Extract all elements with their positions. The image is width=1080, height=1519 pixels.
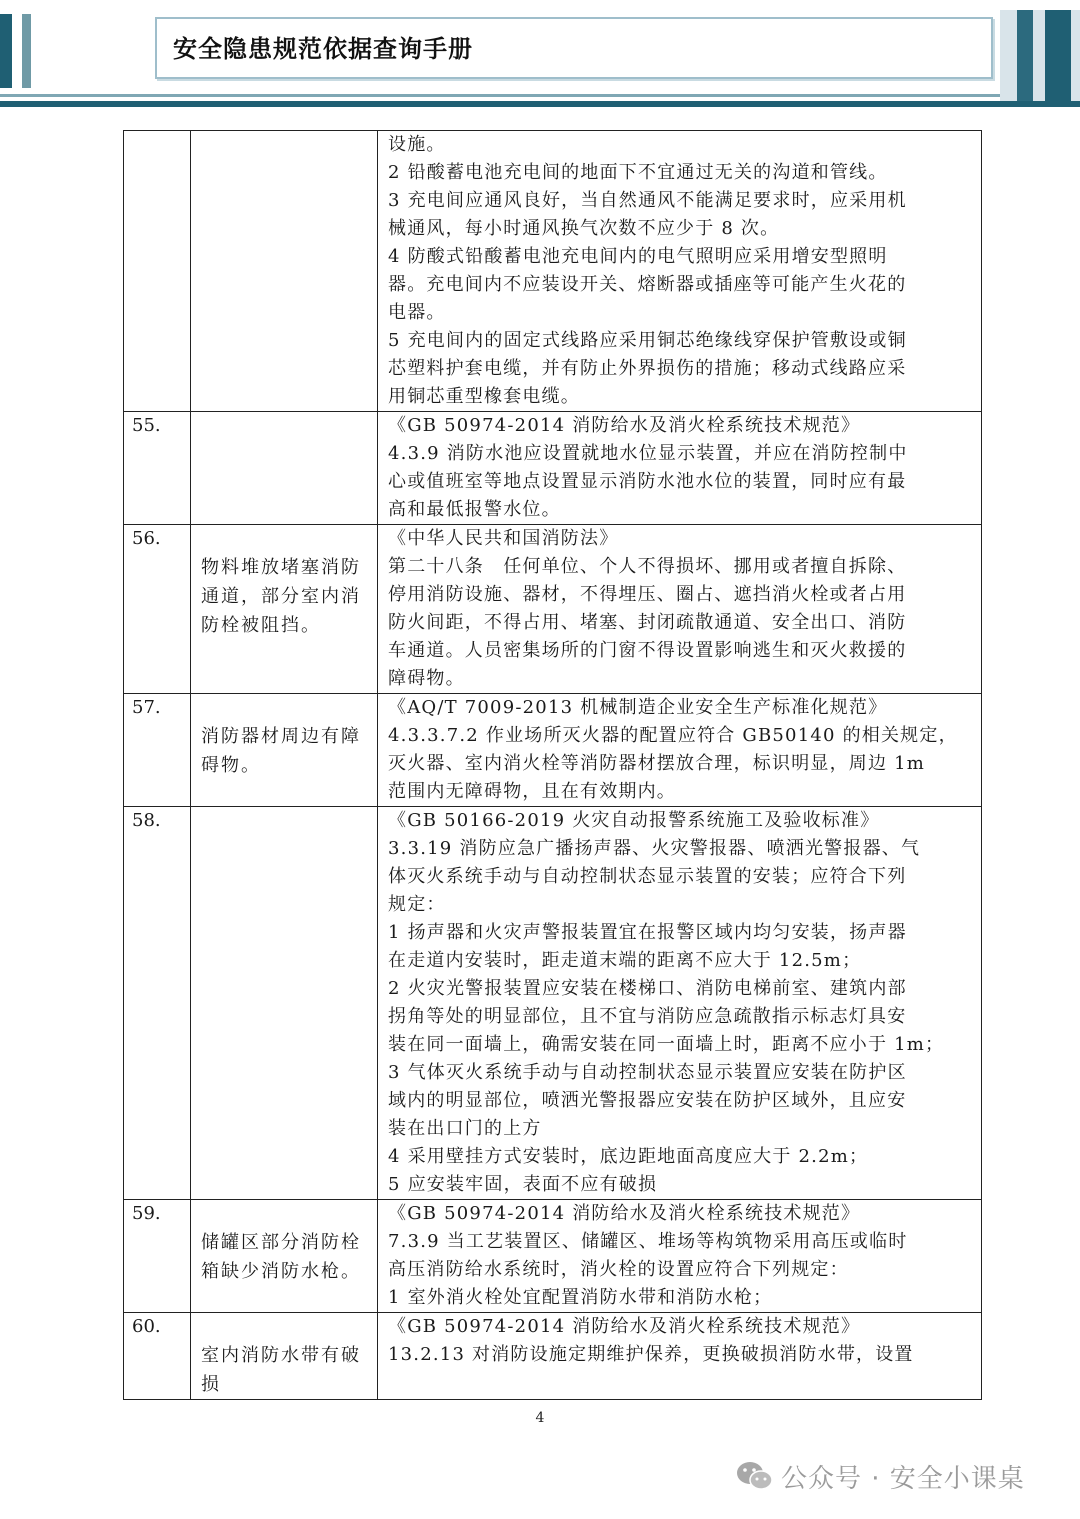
table-row (124, 525, 982, 694)
wechat-icon (735, 1459, 775, 1493)
hazard-description-cell (191, 412, 378, 525)
reference-line: 4 防酸式铅酸蓄电池充电间内的电气照明应采用增安型照明 (388, 246, 888, 267)
page-number: 4 (535, 1410, 545, 1426)
regulation-reference (378, 525, 982, 694)
hazard-description: 消防器材周边有障碍物。 (201, 726, 361, 776)
reference-line: 械通风，每小时通风换气次数不应少于 8 次。 (388, 218, 780, 239)
reference-line: 用铜芯重型橡套电缆。 (388, 386, 580, 407)
reference-line: 灭火器、室内消火栓等消防器材摆放合理，标识明显，周边 1m (388, 753, 926, 774)
header-left-bar (0, 14, 12, 88)
hazard-description: 室内消防水带有破损 (201, 1345, 361, 1395)
reference-line: 13.2.13 对消防设施定期维护保养，更换破损消防水带，设置 (388, 1344, 914, 1365)
table-row (124, 131, 982, 412)
reference-line: 装在出口门的上方 (388, 1118, 542, 1139)
row-number: 58. (124, 807, 191, 1200)
regulation-reference (378, 694, 982, 807)
regulation-reference (378, 1313, 982, 1400)
hazard-description (191, 807, 377, 835)
reference-line: 3.3.19 消防应急广播扬声器、火灾警报器、喷洒光警报器、气 (388, 838, 921, 859)
header-rule (0, 101, 1080, 107)
hazard-description-cell (191, 1200, 378, 1313)
reference-line: 器。充电间内不应装设开关、熔断器或插座等可能产生火花的 (388, 274, 907, 295)
table-row (124, 694, 982, 807)
row-number: 56. (124, 525, 191, 694)
hazard-description: 储罐区部分消防栓箱缺少消防水枪。 (201, 1232, 361, 1282)
header-rule-light (0, 94, 1000, 97)
reference-line: 车通道。人员密集场所的门窗不得设置影响逃生和灭火救援的 (388, 640, 907, 661)
table-row (124, 807, 982, 1200)
table-row (124, 1313, 982, 1400)
regulation-reference (378, 131, 982, 412)
row-number: 57. (124, 694, 191, 807)
header-right-bar-dark (1045, 10, 1071, 104)
reference-line: 《GB 50974-2014 消防给水及消火栓系统技术规范》 (388, 1203, 861, 1224)
reference-line: 高和最低报警水位。 (388, 499, 561, 520)
row-number: 59. (124, 1200, 191, 1313)
reference-line: 防火间距，不得占用、堵塞、封闭疏散通道、安全出口、消防 (388, 612, 907, 633)
table-row (124, 1200, 982, 1313)
reference-line: 第二十八条 任何单位、个人不得损坏、挪用或者擅自拆除、 (388, 556, 907, 577)
hazard-description (191, 131, 377, 159)
reference-line: 高压消防给水系统时，消火栓的设置应符合下列规定： (388, 1259, 849, 1280)
reference-line: 《GB 50166-2019 火灾自动报警系统施工及验收标准》 (388, 810, 880, 831)
reference-line: 4.3.3.7.2 作业场所灭火器的配置应符合 GB50140 的相关规定， (388, 725, 958, 746)
reference-line: 装在同一面墙上，确需安装在同一面墙上时，距离不应小于 1m； (388, 1034, 945, 1055)
table-row (124, 412, 982, 525)
row-number: 55. (124, 412, 191, 525)
watermark (735, 1454, 1025, 1498)
hazard-description-cell (191, 1313, 378, 1400)
hazard-description-cell (191, 694, 378, 807)
reference-line: 障碍物。 (388, 668, 465, 689)
reference-line: 规定： (388, 894, 446, 915)
regulation-reference (378, 412, 982, 525)
watermark-text: 公众号 · 安全小课桌 (781, 1463, 1025, 1494)
reference-line: 《GB 50974-2014 消防给水及消火栓系统技术规范》 (388, 1316, 861, 1337)
row-number (124, 131, 191, 412)
reference-line: 在走道内安装时，距走道末端的距离不应大于 12.5m； (388, 950, 862, 971)
reference-line: 4.3.9 消防水池应设置就地水位显示装置，并应在消防控制中 (388, 443, 908, 464)
reference-line: 《中华人民共和国消防法》 (388, 528, 619, 549)
reference-line: 3 充电间应通风良好，当自然通风不能满足要求时，应采用机 (388, 190, 907, 211)
reference-line: 电器。 (388, 302, 446, 323)
reference-line: 《AQ/T 7009-2013 机械制造企业安全生产标准化规范》 (388, 697, 888, 718)
reference-line: 1 扬声器和火灾声警报装置宜在报警区域内均匀安装，扬声器 (388, 922, 907, 943)
hazard-description-cell (191, 807, 378, 1200)
reference-line: 1 室外消火栓处宜配置消防水带和消防水枪； (388, 1287, 773, 1308)
page-title: 安全隐患规范依据查询手册 (173, 35, 473, 63)
reference-line: 2 火灾光警报装置应安装在楼梯口、消防电梯前室、建筑内部 (388, 978, 907, 999)
reference-line: 芯塑料护套电缆，并有防止外界损伤的措施；移动式线路应采 (388, 358, 907, 379)
reference-line: 5 应安装牢固，表面不应有破损 (388, 1174, 658, 1195)
regulation-reference (378, 807, 982, 1200)
header-right-bar (1017, 10, 1033, 104)
reference-line: 域内的明显部位，喷洒光警报器应安装在防护区域外，且应安 (388, 1090, 907, 1111)
reference-line: 停用消防设施、器材，不得埋压、圈占、遮挡消火栓或者占用 (388, 584, 907, 605)
reference-line: 5 充电间内的固定式线路应采用铜芯绝缘线穿保护管敷设或铜 (388, 330, 907, 351)
reference-line: 拐角等处的明显部位，且不宜与消防应急疏散指示标志灯具安 (388, 1006, 907, 1027)
hazard-description: 物料堆放堵塞消防通道，部分室内消防栓被阻挡。 (201, 557, 361, 636)
reference-line: 4 采用壁挂方式安装时，底边距地面高度应大于 2.2m； (388, 1146, 869, 1167)
hazard-description-cell (191, 131, 378, 412)
reference-line: 范围内无障碍物，且在有效期内。 (388, 781, 676, 802)
hazard-description (191, 412, 377, 440)
reference-line: 《GB 50974-2014 消防给水及消火栓系统技术规范》 (388, 415, 861, 436)
reference-line: 3 气体灭火系统手动与自动控制状态显示装置应安装在防护区 (388, 1062, 907, 1083)
hazard-description-cell (191, 525, 378, 694)
regulation-table (123, 130, 982, 1400)
reference-line: 设施。 (388, 134, 446, 155)
reference-line: 7.3.9 当工艺装置区、储罐区、堆场等构筑物采用高压或临时 (388, 1231, 908, 1252)
regulation-reference (378, 1200, 982, 1313)
reference-line: 体灭火系统手动与自动控制状态显示装置的安装；应符合下列 (388, 866, 907, 887)
header-left-bar-light (22, 14, 31, 88)
row-number: 60. (124, 1313, 191, 1400)
reference-line: 心或值班室等地点设置显示消防水池水位的装置，同时应有最 (388, 471, 907, 492)
reference-line: 2 铅酸蓄电池充电间的地面下不宜通过无关的沟道和管线。 (388, 162, 888, 183)
header-title-box (155, 17, 993, 79)
